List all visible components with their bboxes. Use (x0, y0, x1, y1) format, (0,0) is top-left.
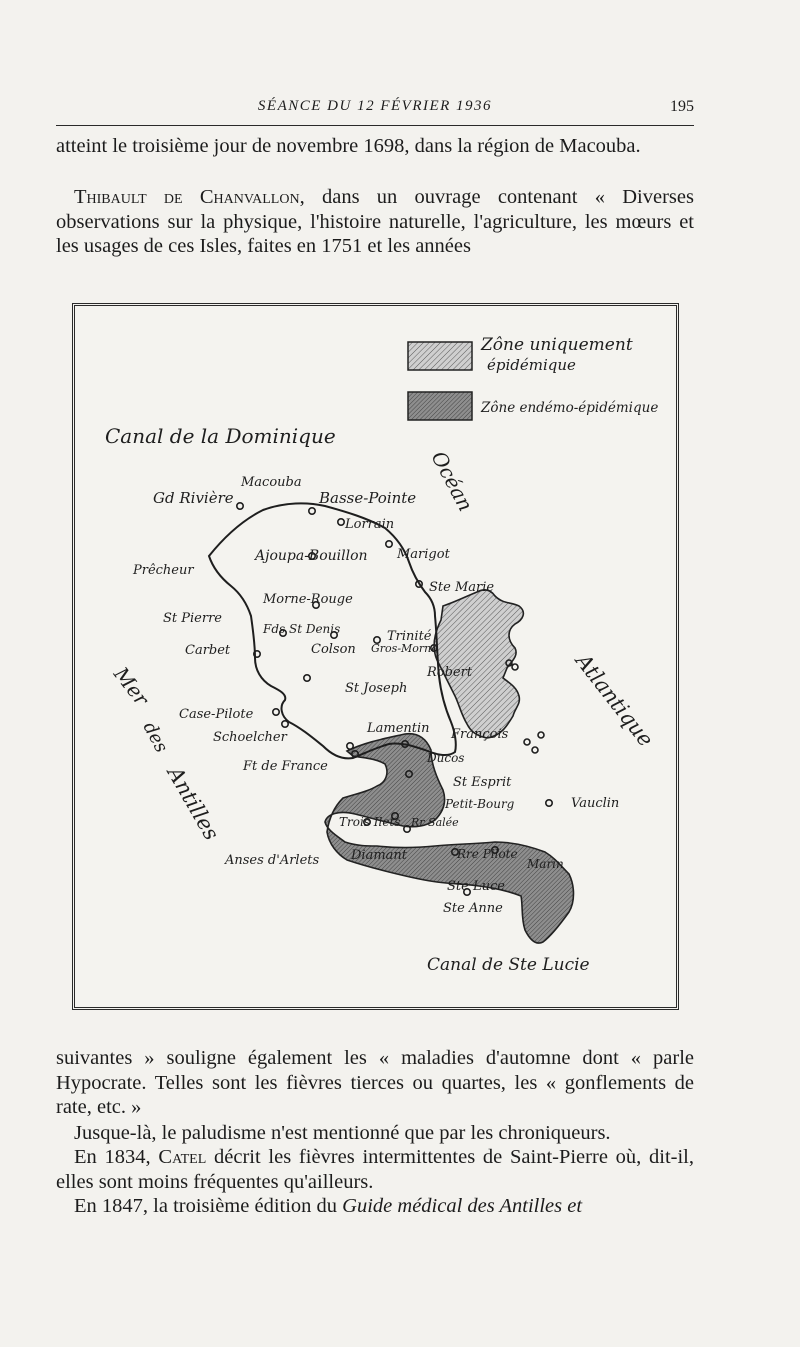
place-grande-riviere: Gd Rivière (153, 489, 234, 507)
place-anses-arlets: Anses d'Arlets (225, 853, 320, 868)
place-ajoupa: Ajoupa-Bouillon (255, 548, 368, 564)
place-st-joseph: St Joseph (345, 681, 408, 696)
legend-swatch-endemic (408, 392, 472, 420)
place-lorrain: Lorrain (345, 517, 395, 532)
place-carbet: Carbet (185, 643, 231, 658)
paragraph-3-text: suivantes » souligne également les « maladies d'automne dont « parle Hypocrate. Telles sont les fièvres tierces ou quartes, les « gonflements de rate, etc. » (56, 1047, 694, 1118)
paragraph-5-end: décrit les fièvres intermittentes de Saint-Pierre où, dit-il, elles sont moins fréquentes qu'ailleurs. (56, 1146, 694, 1193)
page-number: 195 (670, 98, 694, 115)
place-riviere-salee: Rr Salée (411, 816, 459, 829)
legend-zone1-line2: épidémique (487, 356, 576, 374)
place-precheur: Prêcheur (133, 563, 194, 578)
paragraph-1 (56, 134, 694, 159)
label-des: des (138, 718, 172, 757)
label-atlantique: Atlantique (571, 649, 659, 752)
place-ducos: Ducos (427, 751, 465, 765)
place-lamentin: Lamentin (367, 721, 430, 736)
place-case-pilote: Case-Pilote (179, 707, 254, 722)
place-morne-rouge: Morne-Rouge (263, 592, 353, 607)
place-fds-st-denis: Fds St Denis (263, 622, 341, 636)
place-colson: Colson (311, 642, 356, 657)
paragraph-6-start: En 1847, la troisième édition du (74, 1195, 343, 1217)
paragraph-6 (56, 1194, 694, 1219)
place-st-pierre: St Pierre (163, 611, 222, 626)
place-marigot: Marigot (397, 547, 450, 562)
map-figure (72, 303, 679, 1010)
label-mer: Mer (109, 662, 154, 711)
author-catel: Catel (158, 1146, 207, 1168)
place-macouba: Macouba (241, 475, 302, 490)
label-antilles: Antilles (162, 762, 224, 845)
place-ste-anne: Ste Anne (443, 901, 503, 916)
place-st-esprit: St Esprit (453, 775, 512, 790)
map-svg (75, 306, 676, 1007)
place-francois: François (451, 727, 509, 742)
place-gros-morne: Gros-Morne (371, 642, 438, 655)
label-canal-lucie: Canal de Ste Lucie (427, 955, 590, 975)
running-title: SÉANCE DU 12 FÉVRIER 1936 (257, 98, 493, 114)
place-ste-marie: Ste Marie (429, 580, 495, 595)
place-petit-bourg: Petit-Bourg (445, 797, 515, 811)
paragraph-5 (56, 1145, 694, 1194)
place-trinite: Trinité (387, 629, 432, 644)
place-basse-pointe: Basse-Pointe (319, 489, 417, 507)
header-rule (56, 125, 694, 126)
paragraph-2 (56, 185, 694, 259)
label-ocean: Océan (426, 447, 478, 516)
place-schoelcher: Schoelcher (213, 730, 287, 745)
legend-zone1-line1: Zône uniquement (481, 335, 633, 355)
author-chanvallon: Thibault de Chanvallon (74, 186, 300, 208)
legend-zone2: Zône endémo-épidémique (481, 400, 659, 416)
paragraph-3 (56, 1046, 694, 1120)
label-canal-dominique: Canal de la Dominique (105, 424, 336, 448)
place-vauclin: Vauclin (571, 796, 620, 811)
place-riviere-pilote: Rre Pilote (457, 847, 518, 861)
place-fort-de-france: Ft de France (243, 759, 328, 774)
paragraph-1-text: atteint le troisième jour de novembre 1698, dans la région de Macouba. (56, 135, 641, 157)
place-diamant: Diamant (351, 848, 408, 863)
page-header (56, 92, 694, 122)
legend-swatch-epidemic (408, 342, 472, 370)
place-ste-luce: Ste Luce (447, 879, 505, 894)
paragraph-4 (56, 1121, 694, 1146)
place-marin: Marin (527, 857, 564, 871)
place-trois-ilets: Trois Ilets (339, 815, 401, 829)
paragraph-4-text: Jusque-là, le paludisme n'est mentionné que par les chroniqueurs. (74, 1122, 611, 1144)
book-title: Guide médical des Antilles et (342, 1195, 583, 1217)
paragraph-2-text: , dans un ouvrage contenant « Diverses observations sur la physique, l'histoire naturelle, l'agriculture, les mœurs et les usages de ces Isles, faites en 1751 et les années (56, 186, 694, 257)
paragraph-5-start: En 1834, (74, 1146, 159, 1168)
place-robert: Robert (427, 665, 473, 680)
